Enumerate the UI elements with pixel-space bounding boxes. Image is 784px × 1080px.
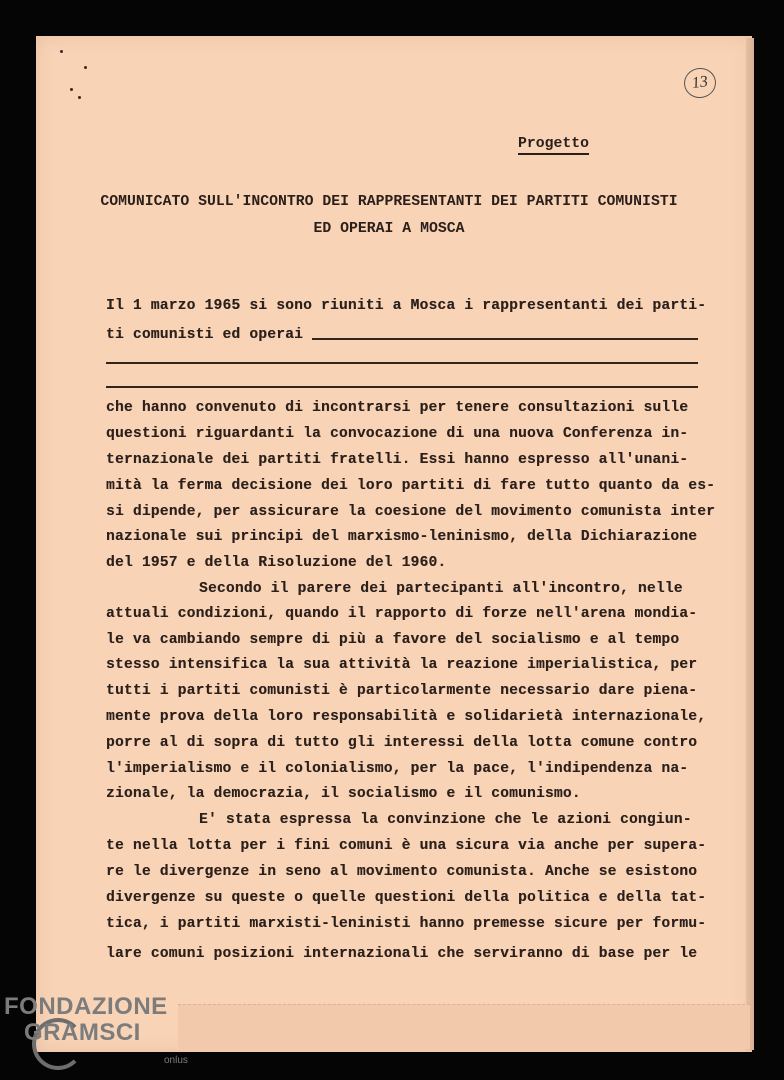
watermark-line-2: GRAMSCI [24, 1019, 141, 1046]
text-line: nazionale sui principi del marxismo-leninismo, della Dichiarazione [106, 529, 698, 545]
text-line: ti comunisti ed operai [106, 327, 304, 343]
text-line: l'imperialismo e il colonialismo, per la pace, l'indipendenza na- [106, 761, 689, 777]
blank-line [312, 338, 698, 340]
text-line: Il 1 marzo 1965 si sono riuniti a Mosca i rappresentanti dei parti- [106, 298, 707, 314]
watermark-line-1: FONDAZIONE [4, 993, 168, 1020]
punch-mark [78, 96, 81, 99]
text-line: Secondo il parere dei partecipanti all'incontro, nelle [199, 581, 683, 597]
page-number: 13 [682, 66, 718, 100]
text-line: te nella lotta per i fini comuni è una sicura via anche per supera- [106, 838, 707, 854]
text-line: re le divergenze in seno al movimento comunista. Anche se esistono [106, 864, 698, 880]
watermark-line-3: onlus [164, 1055, 188, 1066]
text-line: si dipende, per assicurare la coesione del movimento comunista inter [106, 504, 716, 520]
text-line: mente prova della loro responsabilità e solidarietà internazionale, [106, 709, 707, 725]
punch-mark [60, 50, 63, 53]
text-line: le va cambiando sempre di più a favore del socialismo e al tempo [106, 632, 680, 648]
text-line: del 1957 e della Risoluzione del 1960. [106, 555, 447, 571]
text-line: attuali condizioni, quando il rapporto di forze nell'arena mondia- [106, 606, 698, 622]
text-line: E' stata espressa la convinzione che le azioni congiun- [199, 812, 692, 828]
blank-line [106, 362, 698, 364]
text-line: tutti i partiti comunisti è particolarmente necessario dare piena- [106, 683, 698, 699]
text-line: questioni riguardanti la convocazione di una nuova Conferenza in- [106, 426, 689, 442]
blank-line [106, 386, 698, 388]
draft-label: Progetto [518, 136, 589, 155]
page-edge [746, 38, 754, 1050]
text-line: che hanno convenuto di incontrarsi per tenere consultazioni sulle [106, 400, 689, 416]
text-line: tica, i partiti marxisti-leninisti hanno premesse sicure per formu- [106, 916, 707, 932]
text-line: mità la ferma decisione dei loro partiti di fare tutto quanto da es- [106, 478, 716, 494]
text-line: divergenze su queste o quelle questioni della politica e della tat- [106, 890, 707, 906]
text-line: ternazionale dei partiti fratelli. Essi hanno espresso all'unani- [106, 452, 689, 468]
punch-mark [84, 66, 87, 69]
punch-mark [70, 88, 73, 91]
paper-strip [178, 1004, 750, 1049]
title-line-2: ED OPERAI A MOSCA [313, 221, 465, 237]
text-line: lare comuni posizioni internazionali che serviranno di base per le [106, 946, 698, 962]
text-line: porre al di sopra di tutto gli interessi della lotta comune contro [106, 735, 698, 751]
watermark [4, 993, 188, 1066]
title-line-1: COMUNICATO SULL'INCONTRO DEI RAPPRESENTANTI DEI PARTITI COMUNISTI [100, 194, 678, 210]
text-line: zionale, la democrazia, il socialismo e il comunismo. [106, 786, 581, 802]
text-line: stesso intensifica la sua attività la reazione imperialistica, per [106, 657, 698, 673]
